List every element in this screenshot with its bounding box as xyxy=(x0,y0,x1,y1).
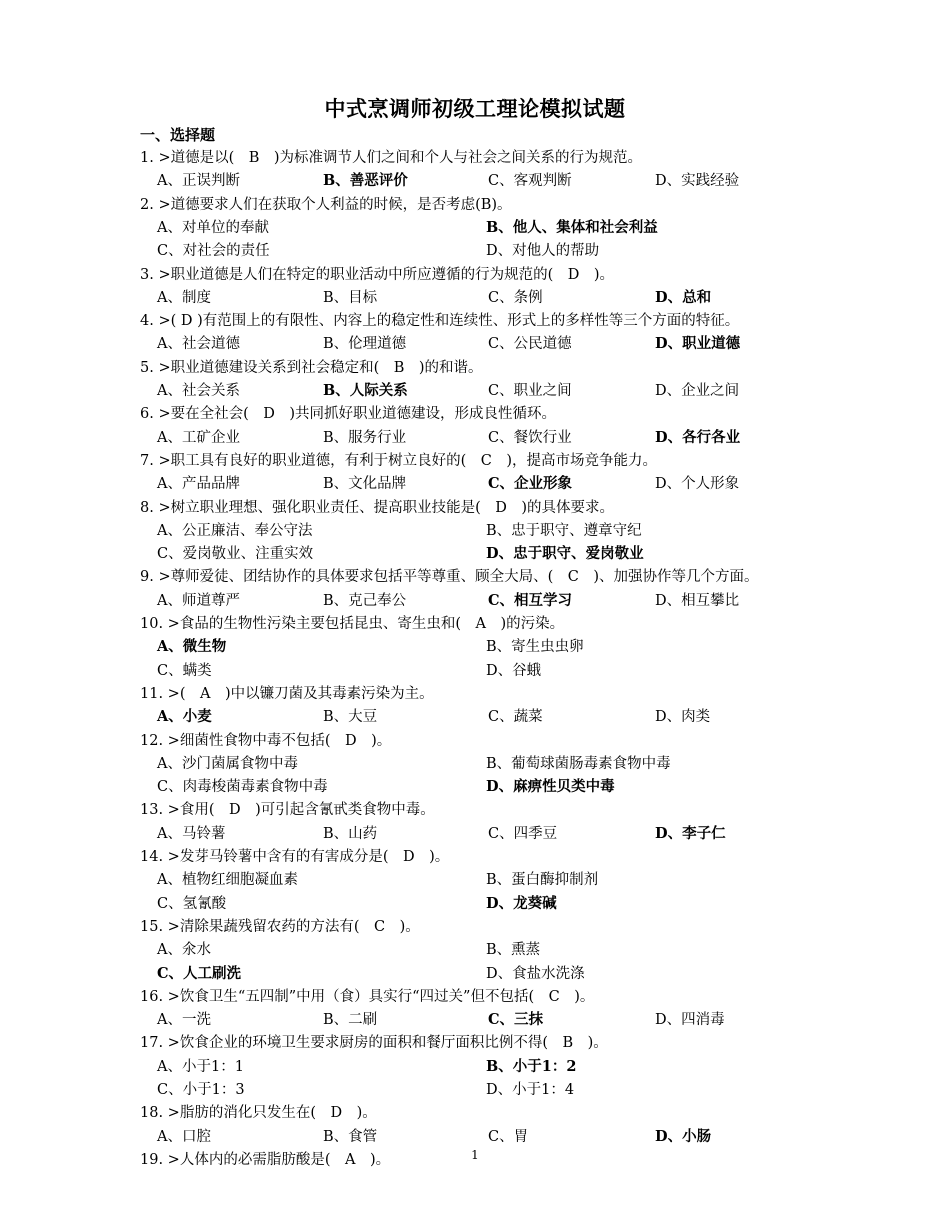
answer-option: D、相互攀比 xyxy=(655,592,740,609)
question-text: 17. >饮食企业的环境卫生要求厨房的面积和餐厅面积比例不得( B )。 xyxy=(140,1035,608,1052)
question-text: 16. >饮食卫生“五四制”中用（食）具实行“四过关”但不包括( C )。 xyxy=(140,988,595,1005)
answer-option-correct: B、小于1：2 xyxy=(486,1057,577,1075)
answer-option: C、四季豆 xyxy=(488,825,558,842)
answer-option: C、对社会的责任 xyxy=(157,243,270,260)
answer-option-correct: D、龙葵碱 xyxy=(486,894,557,912)
answer-option: A、一洗 xyxy=(157,1012,211,1029)
answer-option-correct: D、职业道德 xyxy=(655,335,741,353)
question-text: 15. >清除果蔬残留农药的方法有( C )。 xyxy=(140,918,420,935)
question-text: 6. >要在全社会( D )共同抓好职业道德建设，形成良性循环。 xyxy=(140,406,557,423)
answer-option: A、产品品牌 xyxy=(157,476,240,493)
question-text: 2. >道德要求人们在获取个人利益的时候，是否考虑(B)。 xyxy=(140,196,512,213)
answer-option: C、餐饮行业 xyxy=(488,429,572,446)
question-text: 3. >职业道德是人们在特定的职业活动中所应遵循的行为规范的( D )。 xyxy=(140,266,615,283)
answer-option-correct: D、小肠 xyxy=(655,1127,712,1145)
answer-option-correct: D、李子仁 xyxy=(655,824,726,842)
section-heading: 一、选择题 xyxy=(140,126,216,144)
question-text: 10. >食品的生物性污染主要包括昆虫、寄生虫和( A )的污染。 xyxy=(140,616,565,632)
question-text: 1. >道德是以( B )为标准调节人们之间和个人与社会之间关系的行为规范。 xyxy=(140,150,643,166)
answer-option: B、蛋白酶抑制剂 xyxy=(486,872,599,889)
answer-option: C、爱岗敬业、注重实效 xyxy=(157,546,314,563)
question-text: 19. >人体内的必需脂肪酸是( A )。 xyxy=(140,1151,391,1168)
answer-option: C、氢氰酸 xyxy=(157,895,227,912)
answer-option-correct: C、三抹 xyxy=(488,1011,544,1029)
question-text: 14. >发芽马铃薯中含有的有害成分是( D )。 xyxy=(140,849,450,865)
answer-option: B、克己奉公 xyxy=(323,592,407,609)
answer-option: A、氽水 xyxy=(157,942,211,959)
answer-option-correct: D、各行各业 xyxy=(655,428,741,446)
answer-option: C、小于1：3 xyxy=(157,1082,245,1098)
answer-option: D、食盐水洗涤 xyxy=(486,965,585,982)
answer-option: A、制度 xyxy=(157,289,211,306)
answer-option: A、社会关系 xyxy=(157,383,240,399)
answer-option: C、公民道德 xyxy=(488,336,572,353)
question-text: 8. >树立职业理想、强化职业责任、提高职业技能是( D )的具体要求。 xyxy=(140,499,615,516)
answer-option: A、马铃薯 xyxy=(157,825,226,842)
answer-option: A、社会道德 xyxy=(157,336,240,353)
page-number: 1 xyxy=(471,1148,479,1162)
question-text: 5. >职业道德建设关系到社会稳定和( B )的和谐。 xyxy=(140,359,483,376)
answer-option-correct: D、总和 xyxy=(655,288,712,306)
question-text: 11. >( A )中以镰刀菌及其毒素污染为主。 xyxy=(140,685,434,702)
answer-option: B、食管 xyxy=(323,1128,378,1145)
answer-option-correct: B、人际关系 xyxy=(323,382,408,399)
answer-option-correct: C、相互学习 xyxy=(488,591,573,609)
question-text: 7. >职工具有良好的职业道德，有利于树立良好的( C )，提高市场竞争能力。 xyxy=(140,452,657,469)
answer-option: B、寄生虫虫卵 xyxy=(486,639,584,656)
answer-option-correct: B、他人、集体和社会利益 xyxy=(486,218,658,236)
answer-option: C、条例 xyxy=(488,289,543,306)
answer-option: C、肉毒梭菌毒素食物中毒 xyxy=(157,779,328,796)
question-text: 9. >尊师爱徒、团结协作的具体要求包括平等尊重、顾全大局、( C )、加强协作等几个方面。 xyxy=(140,569,759,586)
answer-option: A、工矿企业 xyxy=(157,429,240,446)
answer-option-correct: D、忠于职守、爱岗敬业 xyxy=(486,545,644,563)
answer-option: A、对单位的奉献 xyxy=(157,219,269,236)
answer-option: D、对他人的帮助 xyxy=(486,243,600,260)
answer-option: A、植物红细胞凝血素 xyxy=(157,872,298,889)
answer-option: D、谷蛾 xyxy=(486,662,542,679)
question-text: 4. >( D )有范围上的有限性、内容上的稳定性和连续性、形式上的多样性等三个方面的特征。 xyxy=(140,313,740,330)
answer-option: A、沙门菌属食物中毒 xyxy=(157,755,298,772)
answer-option: B、大豆 xyxy=(323,709,378,726)
answer-option: B、葡萄球菌肠毒素食物中毒 xyxy=(486,755,671,772)
answer-option: B、二刷 xyxy=(323,1012,378,1029)
answer-option: B、忠于职守、遵章守纪 xyxy=(486,522,642,539)
answer-option-correct: B、善恶评价 xyxy=(323,172,408,190)
answer-option: B、山药 xyxy=(323,825,378,842)
answer-option: D、个人形象 xyxy=(655,476,740,493)
answer-option-correct: C、人工刷洗 xyxy=(157,964,242,982)
answer-option: A、小于1：1 xyxy=(157,1058,244,1075)
answer-option-correct: A、小麦 xyxy=(157,708,212,726)
answer-option: A、公正廉洁、奉公守法 xyxy=(157,522,313,539)
answer-option: D、企业之间 xyxy=(655,383,740,399)
answer-option: B、目标 xyxy=(323,289,378,306)
answer-option: B、服务行业 xyxy=(323,429,407,446)
answer-option: A、口腔 xyxy=(157,1128,211,1145)
answer-option: A、师道尊严 xyxy=(157,592,240,609)
answer-option: B、熏蒸 xyxy=(486,942,541,959)
answer-option: C、客观判断 xyxy=(488,173,572,190)
answer-option-correct: C、企业形象 xyxy=(488,475,573,493)
question-text: 12. >细菌性食物中毒不包括( D )。 xyxy=(140,732,392,749)
answer-option: B、伦理道德 xyxy=(323,336,407,353)
answer-option: C、职业之间 xyxy=(488,383,572,399)
answer-option: A、正误判断 xyxy=(157,173,240,190)
answer-option: D、小于1：4 xyxy=(486,1082,575,1098)
answer-option: C、螨类 xyxy=(157,662,212,679)
answer-option: D、实践经验 xyxy=(655,173,740,190)
answer-option: D、四消毒 xyxy=(655,1012,725,1029)
answer-option: C、蔬菜 xyxy=(488,709,543,726)
question-text: 18. >脂肪的消化只发生在( D )。 xyxy=(140,1105,377,1122)
page-title: 中式烹调师初级工理论模拟试题 xyxy=(324,96,626,121)
question-text: 13. >食用( D )可引起含氰甙类食物中毒。 xyxy=(140,802,435,819)
answer-option-correct: A、微生物 xyxy=(157,638,227,656)
answer-option: D、肉类 xyxy=(655,709,711,726)
answer-option: C、胃 xyxy=(488,1128,529,1145)
answer-option-correct: D、麻痹性贝类中毒 xyxy=(486,778,615,796)
answer-option: B、文化品牌 xyxy=(323,476,407,493)
